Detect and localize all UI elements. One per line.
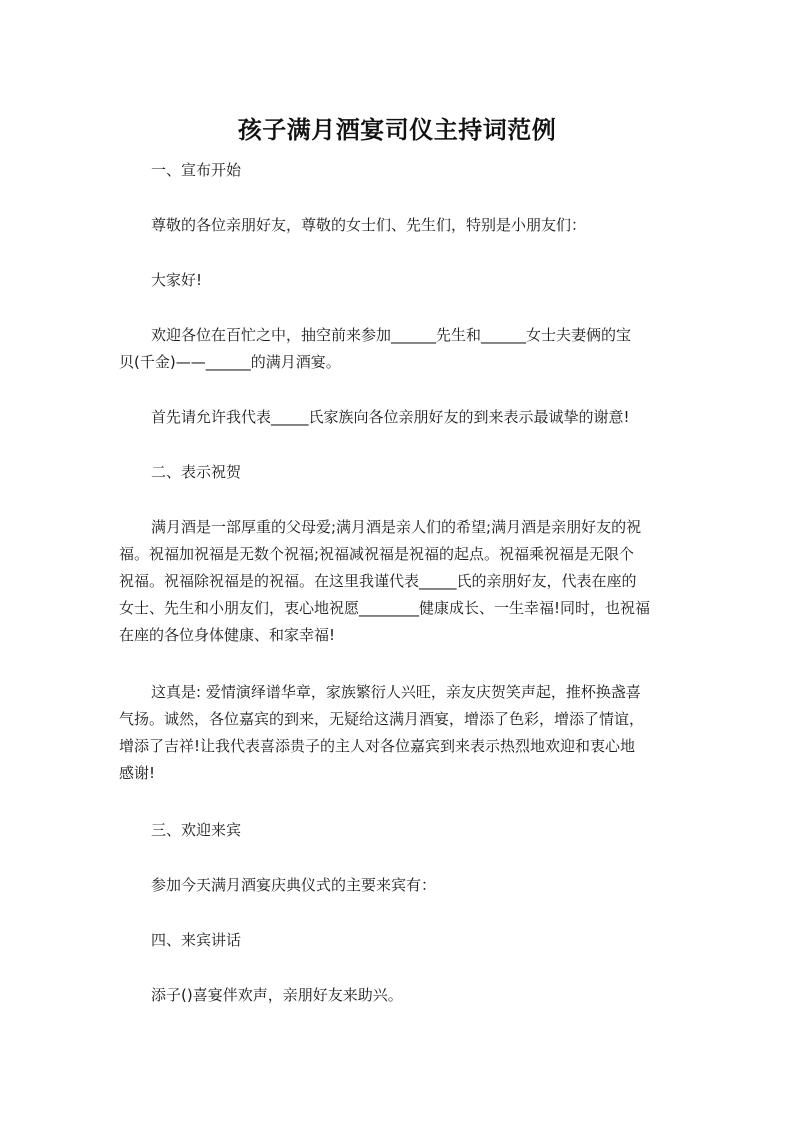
- blessing-line-1: 满月酒是一部厚重的父母爱;满月酒是亲人们的希望;满月酒是亲朋好友的祝: [151, 518, 642, 536]
- guests-intro: 参加今天满月酒宴庆典仪式的主要来宾有：: [151, 876, 437, 894]
- blessing-line-2: 福。祝福加祝福是无数个祝福;祝福减祝福是祝福的起点。祝福乘祝福是无限个: [119, 545, 635, 563]
- welcome-line-1: 欢迎各位在百忙之中，抽空前来参加______先生和______女士夫妻俩的宝: [151, 326, 632, 344]
- section-heading-3: 三、欢迎来宾: [151, 821, 242, 839]
- truly-line-4: 感谢!: [119, 764, 156, 782]
- thanks-paragraph: 首先请允许我代表_____氏家族向各位亲朋好友的到来表示最诚挚的谢意!: [151, 408, 630, 426]
- truly-line-3: 增添了吉祥!让我代表喜添贵子的主人对各位嘉宾到来表示热烈地欢迎和衷心地: [119, 737, 636, 755]
- truly-line-1: 这真是: 爱情演绎谱华章，家族繁衍人兴旺，亲友庆贺笑声起，推杯换盏喜: [151, 683, 641, 701]
- blessing-line-3: 祝福。祝福除祝福是的祝福。在这里我谨代表_____氏的亲朋好友，代表在座的: [119, 572, 637, 590]
- section-heading-2: 二、表示祝贺: [151, 463, 242, 481]
- blessing-line-4: 女士、先生和小朋友们，衷心地祝愿________健康成长、一生幸福!同时，也祝福: [119, 599, 651, 617]
- greeting-hello: 大家好!: [151, 271, 203, 289]
- page-title: 孩子满月酒宴司仪主持词范例: [237, 116, 557, 144]
- truly-line-2: 气扬。诚然，各位嘉宾的到来，无疑给这满月酒宴，增添了色彩，增添了情谊，: [119, 710, 645, 728]
- greeting-address: 尊敬的各位亲朋好友，尊敬的女士们、先生们，特别是小朋友们：: [151, 216, 587, 234]
- section-heading-4: 四、来宾讲话: [151, 931, 242, 949]
- section-heading-1: 一、宣布开始: [151, 161, 242, 179]
- verse-line: 添子()喜宴伴欢声，亲朋好友来助兴。: [151, 986, 403, 1004]
- blessing-line-5: 在座的各位身体健康、和家幸福!: [119, 626, 336, 644]
- welcome-line-2: 贝(千金)——______的满月酒宴。: [119, 353, 341, 371]
